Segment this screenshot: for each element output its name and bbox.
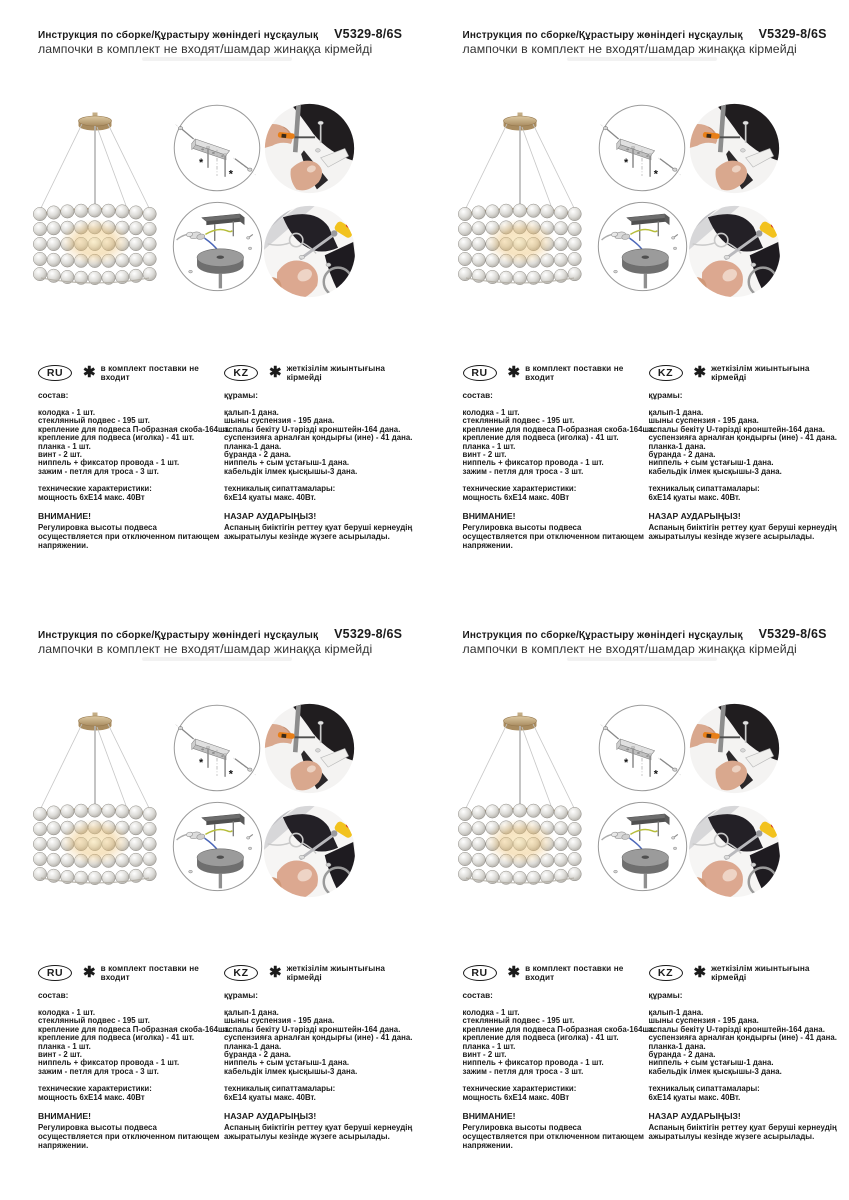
not-included-mark: *	[653, 768, 658, 781]
kz-language-badge: KZ	[649, 965, 683, 981]
part-list-item: кабельдік ілмек қысқышы-3 дана.	[224, 466, 358, 476]
part-list-item: стеклянный подвес - 195 шт.	[462, 1016, 575, 1026]
kz-column	[224, 364, 421, 550]
step4-cable-clamp-photo	[262, 204, 357, 299]
ru-specs-title: технические характеристики:	[462, 1084, 577, 1094]
part-list-item: қалып-1 дана.	[224, 1008, 279, 1017]
ru-specs-value: мощность 6хЕ14 макс. 40Вт	[38, 492, 145, 502]
ru-warning	[38, 1111, 224, 1150]
kz-specs	[649, 485, 846, 502]
ru-language-badge: RU	[463, 965, 497, 981]
step4-cable-clamp-photo	[687, 804, 782, 899]
part-list-item: крепление для подвеса (иголка) - 41 шт.	[462, 433, 619, 443]
ru-specs	[38, 485, 224, 502]
part-list-item: крепление для подвеса П-образная скоба-164шт.	[38, 424, 231, 434]
part-list-item: ниппель + сым ұстағыш-1 дана.	[648, 458, 774, 468]
ru-warning-text: Регулировка высоты подвеса осуществляется при отключенном питающем напряжении.	[462, 1123, 644, 1151]
ru-specs	[463, 1085, 649, 1102]
footnote-asterisk-icon: ✱	[83, 964, 96, 981]
part-list-item: бұранда - 2 дана.	[648, 1050, 716, 1060]
title-ru-kz: Инструкция по сборке/Құрастыру жөніндегі нұсқаулық	[462, 30, 743, 41]
footnote-asterisk-icon: ✱	[507, 364, 521, 381]
kz-warning-text: Аспаның биіктігін реттеу қуат беруші кернеудің ажыратылуы кезінде жүзеге асырылады.	[648, 1123, 837, 1142]
part-list-item: планка - 1 шт.	[462, 441, 516, 451]
model-number: V5329-8/6S	[758, 27, 827, 41]
lamp-glow	[60, 819, 130, 865]
part-list-item: қалып-1 дана.	[648, 408, 704, 417]
part-list-item: колодка - 1 шт.	[38, 408, 96, 417]
step1-bracket-diagram	[172, 103, 262, 193]
part-list-item: суспензияға арналған қондырғы (ине) - 41 дана.	[648, 433, 838, 443]
ru-warning-title: ВНИМАНИЕ!	[38, 1111, 91, 1122]
kz-language-badge: KZ	[224, 965, 258, 981]
part-list-item: аспалы бекіту U-тәрізді кронштейн-164 дана.	[648, 1024, 825, 1034]
ru-warning-text: Регулировка высоты подвеса осуществляется при отключенном питающем напряжении.	[38, 523, 220, 551]
kz-specs-value: 6хЕ14 қуаты макс. 40Вт.	[648, 1092, 741, 1102]
ru-list-title: состав:	[38, 991, 69, 1000]
subtitle-bulbs-note: лампочки в комплект не входят/шамдар жинаққа кірмейді	[462, 642, 797, 656]
kz-language-badge: KZ	[649, 365, 683, 381]
kz-specs-title: техникалық сипаттамалары:	[224, 484, 336, 494]
ru-warning-text: Регулировка высоты подвеса осуществляется при отключенном питающем напряжении.	[462, 523, 644, 551]
part-list-item: винт - 2 шт.	[462, 1050, 507, 1060]
step3-wiring-diagram	[171, 200, 264, 293]
ru-specs-title: технические характеристики:	[462, 484, 577, 494]
ru-column	[38, 964, 231, 1151]
kz-specs-value: 6хЕ14 қуаты макс. 40Вт.	[224, 1092, 316, 1102]
part-list-item: бұранда - 2 дана.	[224, 450, 292, 460]
kz-warning	[649, 511, 845, 541]
ru-footnote-text: в комплект поставки не входит	[100, 364, 199, 382]
kz-footnote-text: жеткізілім жиынтығына кірмейді	[711, 364, 810, 382]
step1-bracket-diagram	[172, 703, 262, 793]
kz-column	[649, 964, 846, 1150]
instruction-panel	[0, 0, 425, 600]
ru-list-title: состав:	[38, 391, 69, 400]
part-list-item: бұранда - 2 дана.	[224, 1050, 292, 1060]
kz-parts-list	[224, 1009, 421, 1076]
ru-parts-list	[38, 1008, 231, 1076]
chandelier-product-image	[455, 111, 585, 289]
kz-list-title: құрамы:	[648, 991, 683, 1000]
title-ru-kz: Инструкция по сборке/Құрастыру жөніндегі нұсқаулық	[38, 30, 319, 41]
ru-list-title: состав:	[462, 991, 493, 1000]
ru-specs-value: мощность 6хЕ14 макс. 40Вт	[462, 492, 570, 502]
part-list-item: суспензияға арналған қондырғы (ине) - 41 дана.	[224, 433, 413, 443]
part-list-item: шыны суспензия - 195 дана.	[648, 1016, 759, 1026]
kz-warning-text: Аспаның биіктігін реттеу қуат беруші кернеудің ажыратылуы кезінде жүзеге асырылады.	[224, 523, 413, 542]
part-list-item: планка - 1 шт.	[38, 1041, 91, 1051]
chandelier-product-image	[30, 711, 160, 889]
not-included-mark: *	[623, 757, 628, 769]
lamp-glow	[485, 219, 555, 265]
scan-shadow-artifact	[142, 657, 292, 661]
part-list-item: ниппель + фиксатор провода - 1 шт.	[462, 1058, 604, 1068]
chandelier-product-image	[455, 711, 585, 889]
ru-parts-list	[462, 408, 655, 476]
part-list-item: қалып-1 дана.	[648, 1008, 704, 1017]
part-list-item: зажим - петля для троса - 3 шт.	[38, 466, 159, 476]
language-columns	[38, 964, 421, 1150]
part-list-item: крепление для подвеса П-образная скоба-164шт.	[38, 1024, 231, 1034]
part-list-item: винт - 2 шт.	[38, 1050, 82, 1060]
not-included-mark: *	[653, 168, 658, 181]
kz-warning-title: НАЗАР АУДАРЫҢЫЗ!	[224, 511, 317, 522]
title-ru-kz: Инструкция по сборке/Құрастыру жөніндегі нұсқаулық	[462, 630, 743, 641]
step4-cable-clamp-photo	[687, 204, 782, 299]
kz-list-title: құрамы:	[648, 391, 683, 400]
part-list-item: винт - 2 шт.	[462, 450, 507, 460]
figure-block	[0, 695, 425, 910]
kz-warning-text: Аспаның биіктігін реттеу қуат беруші кернеудің ажыратылуы кезінде жүзеге асырылады.	[224, 1123, 413, 1142]
language-columns	[463, 964, 846, 1150]
footnote-asterisk-icon: ✱	[269, 964, 282, 981]
center-rod	[94, 726, 96, 811]
not-included-mark: *	[199, 157, 204, 169]
part-list-item: колодка - 1 шт.	[38, 1008, 96, 1017]
part-list-item: қалып-1 дана.	[224, 408, 279, 417]
part-list-item: планка-1 дана.	[648, 1041, 706, 1051]
part-list-item: ниппель + сым ұстағыш-1 дана.	[224, 1058, 350, 1068]
figure-block	[425, 95, 849, 310]
part-list-item: зажим - петля для троса - 3 шт.	[462, 1066, 584, 1076]
not-included-mark: *	[228, 168, 233, 181]
step2-mounting-photo	[688, 102, 781, 195]
ru-specs	[463, 485, 649, 502]
model-number: V5329-8/6S	[334, 627, 403, 641]
kz-warning-title: НАЗАР АУДАРЫҢЫЗ!	[648, 1111, 741, 1122]
part-list-item: ниппель + сым ұстағыш-1 дана.	[224, 458, 350, 468]
ru-parts-list	[462, 1008, 655, 1076]
part-list-item: крепление для подвеса (иголка) - 41 шт.	[462, 1033, 619, 1043]
subtitle-bulbs-note: лампочки в комплект не входят/шамдар жинаққа кірмейді	[38, 42, 373, 56]
center-rod	[519, 126, 521, 211]
model-number: V5329-8/6S	[334, 27, 403, 41]
part-list-item: шыны суспензия - 195 дана.	[224, 1016, 335, 1026]
scan-shadow-artifact	[142, 57, 292, 61]
part-list-item: кабельдік ілмек қысқышы-3 дана.	[648, 1066, 782, 1076]
not-included-mark: *	[228, 768, 233, 781]
kz-specs-value: 6хЕ14 қуаты макс. 40Вт.	[224, 492, 316, 502]
part-list-item: суспензияға арналған қондырғы (ине) - 41 дана.	[224, 1033, 413, 1043]
kz-warning	[649, 1111, 845, 1141]
part-list-item: стеклянный подвес - 195 шт.	[462, 416, 575, 426]
part-list-item: зажим - петля для троса - 3 шт.	[462, 466, 584, 476]
kz-footnote-text: жеткізілім жиынтығына кірмейді	[286, 364, 386, 382]
kz-language-badge: KZ	[224, 365, 258, 381]
part-list-item: аспалы бекіту U-тәрізді кронштейн-164 дана.	[648, 424, 825, 434]
part-list-item: колодка - 1 шт.	[462, 408, 520, 417]
kz-column	[224, 964, 421, 1150]
instruction-panel	[425, 600, 849, 1200]
footnote-asterisk-icon: ✱	[693, 364, 707, 381]
instruction-panel-bottom-left	[0, 600, 425, 1200]
part-list-item: ниппель + фиксатор провода - 1 шт.	[38, 1058, 180, 1068]
part-list-item: крепление для подвеса (иголка) - 41 шт.	[38, 433, 195, 443]
scan-shadow-artifact	[567, 57, 717, 61]
lamp-glow	[60, 219, 130, 265]
kz-specs-value: 6хЕ14 қуаты макс. 40Вт.	[648, 492, 741, 502]
part-list-item: стеклянный подвес - 195 шт.	[38, 416, 150, 426]
kz-specs-title: техникалық сипаттамалары:	[648, 1084, 760, 1094]
language-columns	[38, 364, 421, 550]
part-list-item: стеклянный подвес - 195 шт.	[38, 1016, 150, 1026]
part-list-item: планка-1 дана.	[648, 441, 706, 451]
scan-shadow-artifact	[567, 657, 717, 661]
part-list-item: крепление для подвеса (иголка) - 41 шт.	[38, 1033, 195, 1043]
title-ru-kz: Инструкция по сборке/Құрастыру жөніндегі нұсқаулық	[38, 630, 319, 641]
part-list-item: крепление для подвеса П-образная скоба-164шт.	[462, 1024, 655, 1034]
chandelier-product-image	[30, 111, 160, 289]
kz-warning	[224, 1111, 420, 1141]
kz-warning-title: НАЗАР АУДАРЫҢЫЗ!	[224, 1111, 317, 1122]
step2-mounting-photo	[263, 102, 356, 195]
ru-warning-title: ВНИМАНИЕ!	[38, 511, 91, 522]
ru-specs-title: технические характеристики:	[38, 1084, 152, 1094]
kz-list-title: құрамы:	[224, 391, 258, 400]
ru-warning	[463, 1111, 649, 1150]
kz-specs	[224, 485, 421, 502]
part-list-item: планка-1 дана.	[224, 1041, 282, 1051]
ru-specs-value: мощность 6хЕ14 макс. 40Вт	[38, 1092, 145, 1102]
ru-list-title: состав:	[462, 391, 493, 400]
panel-header	[463, 627, 842, 656]
part-list-item: колодка - 1 шт.	[462, 1008, 520, 1017]
ru-footnote-text: в комплект поставки не входит	[525, 364, 624, 382]
ru-specs-title: технические характеристики:	[38, 484, 152, 494]
part-list-item: ниппель + фиксатор провода - 1 шт.	[38, 458, 180, 468]
panel-header	[463, 27, 842, 56]
ru-column	[38, 364, 231, 551]
kz-specs	[224, 1085, 421, 1102]
language-columns	[463, 364, 846, 550]
not-included-mark: *	[199, 757, 204, 769]
kz-list-title: құрамы:	[224, 991, 258, 1000]
kz-parts-list	[649, 409, 846, 476]
ru-column	[462, 964, 655, 1151]
step2-mounting-photo	[688, 702, 781, 795]
part-list-item: кабельдік ілмек қысқышы-3 дана.	[648, 466, 782, 476]
ru-language-badge: RU	[38, 365, 72, 381]
instruction-panel-top-left	[0, 0, 425, 600]
part-list-item: шыны суспензия - 195 дана.	[224, 416, 335, 426]
part-list-item: ниппель + сым ұстағыш-1 дана.	[648, 1058, 774, 1068]
subtitle-bulbs-note: лампочки в комплект не входят/шамдар жинаққа кірмейді	[462, 42, 797, 56]
footnote-asterisk-icon: ✱	[269, 364, 282, 381]
part-list-item: ниппель + фиксатор провода - 1 шт.	[462, 458, 604, 468]
ru-specs	[38, 1085, 224, 1102]
part-list-item: зажим - петля для троса - 3 шт.	[38, 1066, 159, 1076]
ru-specs-value: мощность 6хЕ14 макс. 40Вт	[462, 1092, 570, 1102]
lamp-glow	[485, 819, 555, 865]
model-number: V5329-8/6S	[758, 627, 827, 641]
ru-warning	[463, 511, 649, 550]
kz-warning	[224, 511, 420, 541]
step3-wiring-diagram	[596, 800, 689, 893]
kz-footnote-text: жеткізілім жиынтығына кірмейді	[711, 964, 810, 982]
part-list-item: суспензияға арналған қондырғы (ине) - 41 дана.	[648, 1033, 838, 1043]
part-list-item: аспалы бекіту U-тәрізді кронштейн-164 дана.	[224, 424, 401, 434]
part-list-item: винт - 2 шт.	[38, 450, 82, 460]
panel-header	[38, 627, 417, 656]
footnote-asterisk-icon: ✱	[83, 364, 96, 381]
ru-warning-text: Регулировка высоты подвеса осуществляется при отключенном питающем напряжении.	[38, 1123, 220, 1151]
kz-warning-title: НАЗАР АУДАРЫҢЫЗ!	[648, 511, 741, 522]
kz-parts-list	[649, 1009, 846, 1076]
instruction-panel	[0, 600, 425, 1200]
ru-warning	[38, 511, 224, 550]
not-included-mark: *	[623, 157, 628, 169]
kz-column	[649, 364, 846, 550]
figure-block	[425, 695, 849, 910]
ru-footnote-text: в комплект поставки не входит	[100, 964, 199, 982]
part-list-item: планка-1 дана.	[224, 441, 282, 451]
panel-header	[38, 27, 417, 56]
instruction-panel-bottom-right	[425, 600, 849, 1200]
part-list-item: бұранда - 2 дана.	[648, 450, 716, 460]
instruction-panel-top-right	[425, 0, 849, 600]
kz-specs-title: техникалық сипаттамалары:	[224, 1084, 336, 1094]
ru-column	[462, 364, 655, 551]
step1-bracket-diagram	[597, 103, 687, 193]
part-list-item: аспалы бекіту U-тәрізді кронштейн-164 дана.	[224, 1024, 401, 1034]
ru-parts-list	[38, 408, 231, 476]
center-rod	[94, 126, 96, 211]
subtitle-bulbs-note: лампочки в комплект не входят/шамдар жинаққа кірмейді	[38, 642, 373, 656]
kz-warning-text: Аспаның биіктігін реттеу қуат беруші кернеудің ажыратылуы кезінде жүзеге асырылады.	[648, 523, 837, 542]
ru-warning-title: ВНИМАНИЕ!	[462, 1111, 516, 1122]
kz-parts-list	[224, 409, 421, 476]
figure-block	[0, 95, 425, 310]
kz-specs-title: техникалық сипаттамалары:	[648, 484, 760, 494]
step3-wiring-diagram	[596, 200, 689, 293]
ru-language-badge: RU	[463, 365, 497, 381]
instruction-panel	[425, 0, 849, 600]
kz-footnote-text: жеткізілім жиынтығына кірмейді	[286, 964, 386, 982]
ru-footnote-text: в комплект поставки не входит	[525, 964, 624, 982]
step3-wiring-diagram	[171, 800, 264, 893]
center-rod	[519, 726, 521, 811]
part-list-item: крепление для подвеса П-образная скоба-164шт.	[462, 424, 655, 434]
step2-mounting-photo	[263, 702, 356, 795]
step4-cable-clamp-photo	[262, 804, 357, 899]
part-list-item: шыны суспензия - 195 дана.	[648, 416, 759, 426]
footnote-asterisk-icon: ✱	[693, 964, 707, 981]
part-list-item: планка - 1 шт.	[38, 441, 91, 451]
ru-warning-title: ВНИМАНИЕ!	[462, 511, 516, 522]
ru-language-badge: RU	[38, 965, 72, 981]
part-list-item: планка - 1 шт.	[462, 1041, 516, 1051]
footnote-asterisk-icon: ✱	[507, 964, 521, 981]
kz-specs	[649, 1085, 846, 1102]
part-list-item: кабельдік ілмек қысқышы-3 дана.	[224, 1066, 358, 1076]
step1-bracket-diagram	[597, 703, 687, 793]
